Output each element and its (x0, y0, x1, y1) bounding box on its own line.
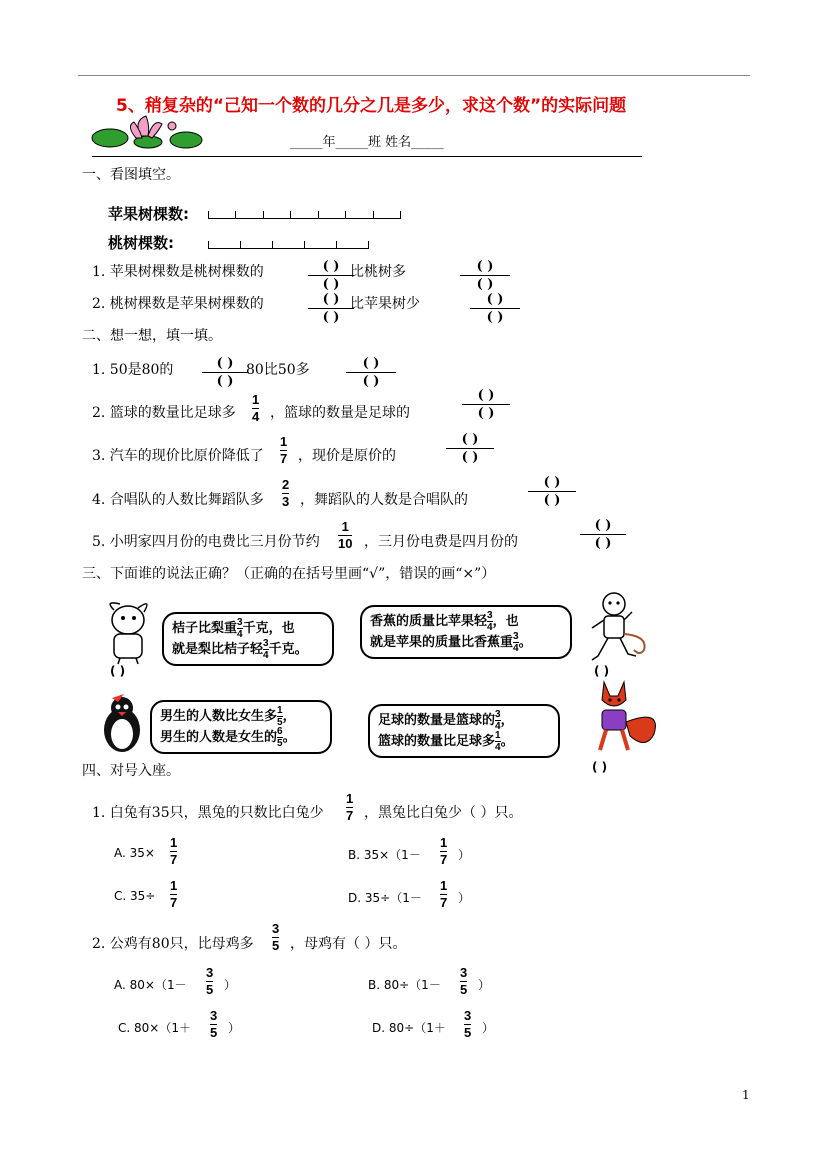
blank-denominator: ( ) (461, 450, 479, 465)
ruler-tick (208, 241, 209, 249)
bubble4-line1: 足球的数量是篮球的 (378, 713, 496, 728)
blank-numerator: ( ) (322, 259, 340, 274)
blank-denominator: ( ) (594, 536, 612, 551)
fraction-3-4: $\frac{3}{4}$ (495, 709, 501, 732)
s2-q3-b: ，现价是原价的 (298, 448, 396, 464)
peach-label: 桃树棵数: (108, 234, 174, 252)
speech-bubble-3 (150, 700, 332, 754)
s2-q3-a: 3. 汽车的现价比原价降低了 (92, 448, 264, 464)
s4-q1-option-d[interactable]: D. 35÷（1－ (348, 891, 422, 905)
ruler-tick (318, 211, 319, 219)
s4-q2-option-b-end: ） (478, 978, 491, 992)
fraction-1-4: $\frac{1}{4}$ (495, 730, 501, 753)
bubble3-line2: 男生的人数是女生的 (160, 730, 278, 745)
fraction-1-7: 1 7 (170, 878, 178, 910)
s2-q1-a: 1. 50是80的 (92, 362, 174, 378)
s1-q1-answer-blank[interactable] (460, 259, 510, 292)
s4-q2-option-d-end: ） (482, 1021, 495, 1035)
fraction-1-7: 1 7 (170, 835, 178, 867)
s1-q2-text: 2. 桃树棵数是苹果树棵数的 (92, 296, 264, 312)
fraction-2-3: 2 3 (282, 477, 290, 509)
page-title: 5、稍复杂的“己知一个数的几分之几是多少，求这个数”的实际问题 (116, 96, 627, 116)
s4-q2-end: ，母鸡有（ ）只。 (290, 936, 407, 952)
s2-q4-b: ，舞蹈队的人数是合唱队的 (300, 492, 468, 508)
ruler-tick (290, 211, 291, 219)
fraction-6-5: $\frac{6}{5}$ (277, 726, 283, 749)
s2-q3-blank[interactable] (446, 432, 494, 465)
goat-character-icon (98, 600, 160, 666)
bubble4-line2-end: 。 (500, 734, 514, 749)
ruler-tick (240, 241, 241, 249)
ruler-tick (368, 241, 369, 249)
blank-numerator: ( ) (477, 388, 495, 403)
blank-numerator: ( ) (486, 292, 504, 307)
fraction-3-4: $\frac{3}{4}$ (487, 610, 493, 633)
s4-q1-option-c[interactable]: C. 35÷ (114, 889, 156, 903)
speech-bubble-4 (368, 704, 560, 758)
blank-denominator: ( ) (486, 310, 504, 325)
fraction-3-5: 3 5 (464, 1008, 472, 1040)
s4-q2-option-a-end: ） (224, 978, 237, 992)
fraction-3-5: 3 5 (206, 965, 214, 997)
monkey-character-icon (588, 590, 654, 666)
s1-q1-mid: 比桃树多 (350, 264, 406, 280)
apple-ruler (208, 210, 400, 219)
fraction-1-7: 1 7 (440, 835, 448, 867)
blank-denominator: ( ) (322, 310, 340, 325)
bubble1-line1: 桔子比梨重 (172, 621, 238, 636)
class-name-line: _____年_____班 姓名_____ (290, 135, 444, 150)
s4-q2-option-b[interactable]: B. 80÷（1－ (368, 978, 441, 992)
s4-q2: 2. 公鸡有80只，比母鸡多 (92, 936, 254, 952)
bubble4-line1-end: ， (500, 713, 514, 728)
s2-q5-blank[interactable] (580, 518, 626, 551)
s2-q1-blank2[interactable] (346, 356, 396, 389)
fraction-3-4: $\frac{3}{4}$ (237, 617, 243, 640)
ruler-tick (272, 241, 273, 249)
s4-q2-option-c[interactable]: C. 80×（1＋ (118, 1021, 191, 1035)
blank-numerator: ( ) (216, 356, 234, 371)
ruler-tick (373, 211, 374, 219)
apple-label: 苹果树棵数: (108, 205, 189, 223)
speech-bubble-1 (162, 612, 334, 666)
s4-q1: 1. 白兔有35只，黑兔的只数比白兔少 (92, 805, 324, 821)
blank-numerator: ( ) (362, 356, 380, 371)
bubble3-line2-end: 。 (282, 730, 296, 745)
bubble2-line1-end: ，也 (492, 614, 519, 629)
s2-q2-blank[interactable] (462, 388, 510, 421)
fraction-1-4: 1 4 (252, 392, 260, 424)
s2-q1-blank1[interactable] (202, 356, 248, 389)
bubble3-line1-end: ， (282, 709, 296, 724)
s2-q4-a: 4. 合唱队的人数比舞蹈队多 (92, 492, 264, 508)
bubble4-line2: 篮球的数量比足球多 (378, 734, 496, 749)
blank-denominator: ( ) (362, 374, 380, 389)
bubble2-line1: 香蕉的质量比苹果轻 (370, 614, 488, 629)
header-rule (92, 156, 642, 157)
fraction-1-5: $\frac{1}{5}$ (277, 705, 283, 728)
blank-numerator: ( ) (594, 518, 612, 533)
section1-heading: 一、看图填空。 (82, 167, 180, 183)
s1-q2-answer-blank[interactable] (470, 292, 520, 325)
bubble1-line2-end: 千克。 (268, 642, 308, 657)
s4-q1-option-d-end: ） (458, 891, 471, 905)
bubble1-line2: 就是梨比桔子轻 (172, 642, 264, 657)
s4-q2-option-a[interactable]: A. 80×（1－ (114, 978, 187, 992)
lotus-decoration-icon (88, 112, 208, 150)
ruler-tick (235, 211, 236, 219)
ruler-tick (304, 241, 305, 249)
s4-q1-option-b[interactable]: B. 35×（1－ (348, 848, 421, 862)
answer-paren-2[interactable]: ( ) (594, 664, 610, 678)
blank-numerator: ( ) (543, 475, 561, 490)
fraction-1-10: 1 10 (338, 519, 353, 551)
section4-heading: 四、对号入座。 (82, 763, 180, 779)
blank-denominator: ( ) (477, 406, 495, 421)
fraction-1-7: 1 7 (440, 878, 448, 910)
s4-q2-option-d[interactable]: D. 80÷（1＋ (372, 1021, 446, 1035)
s2-q2-a: 2. 篮球的数量比足球多 (92, 405, 236, 421)
bubble3-line1: 男生的人数比女生多 (160, 709, 278, 724)
blank-denominator: ( ) (476, 277, 494, 292)
s2-q1-b: 80比50多 (246, 362, 310, 378)
section3-heading: 三、下面谁的说法正确？（正确的在括号里画“√”，错误的画“×”） (82, 566, 496, 582)
s1-q2-fraction-blank[interactable] (308, 292, 354, 325)
ruler-tick (208, 211, 209, 219)
ruler-tick (400, 211, 401, 219)
s1-q1-fraction-blank[interactable] (308, 259, 354, 292)
fraction-3-5: 3 5 (460, 965, 468, 997)
blank-denominator: ( ) (322, 277, 340, 292)
s2-q5-a: 5. 小明家四月份的电费比三月份节约 (92, 534, 320, 550)
blank-numerator: ( ) (322, 292, 340, 307)
peach-ruler (208, 240, 368, 249)
s2-q2-b: ，篮球的数量是足球的 (270, 405, 410, 421)
s4-q2-option-c-end: ） (228, 1021, 241, 1035)
fraction-3-5: 3 5 (272, 921, 280, 953)
answer-paren-1[interactable]: ( ) (110, 664, 126, 678)
top-rule (78, 75, 750, 76)
s4-q1-end: ，黑兔比白兔少（ ）只。 (364, 805, 523, 821)
fraction-3-4: $\frac{3}{4}$ (513, 631, 519, 654)
ruler-tick (345, 211, 346, 219)
s2-q5-b: ，三月份电费是四月份的 (364, 534, 518, 550)
ruler-tick (336, 241, 337, 249)
penguin-character-icon (94, 694, 150, 756)
fraction-1-7: 1 7 (346, 791, 354, 823)
s4-q1-option-b-end: ） (458, 848, 471, 862)
bubble1-line1-end: 千克，也 (242, 621, 295, 636)
s4-q1-option-a[interactable]: A. 35× (114, 846, 155, 860)
fox-character-icon (584, 678, 664, 754)
blank-numerator: ( ) (476, 259, 494, 274)
fraction-3-4: $\frac{3}{4}$ (263, 638, 269, 661)
page-number: 1 (742, 1088, 750, 1102)
fraction-1-7: 1 7 (280, 434, 288, 466)
section2-heading: 二、想一想，填一填。 (82, 328, 222, 344)
s2-q4-blank[interactable] (528, 475, 576, 508)
blank-denominator: ( ) (216, 374, 234, 389)
bubble2-line2-end: 。 (518, 635, 532, 650)
fraction-3-5: 3 5 (210, 1008, 218, 1040)
blank-numerator: ( ) (461, 432, 479, 447)
ruler-tick (263, 211, 264, 219)
bubble2-line2: 就是苹果的质量比香蕉重 (370, 635, 514, 650)
s1-q2-mid: 比苹果树少 (350, 296, 420, 312)
s1-q1-text: 1. 苹果树棵数是桃树棵数的 (92, 264, 264, 280)
speech-bubble-2 (360, 605, 572, 659)
blank-denominator: ( ) (543, 493, 561, 508)
answer-paren-4[interactable]: ( ) (592, 760, 608, 774)
